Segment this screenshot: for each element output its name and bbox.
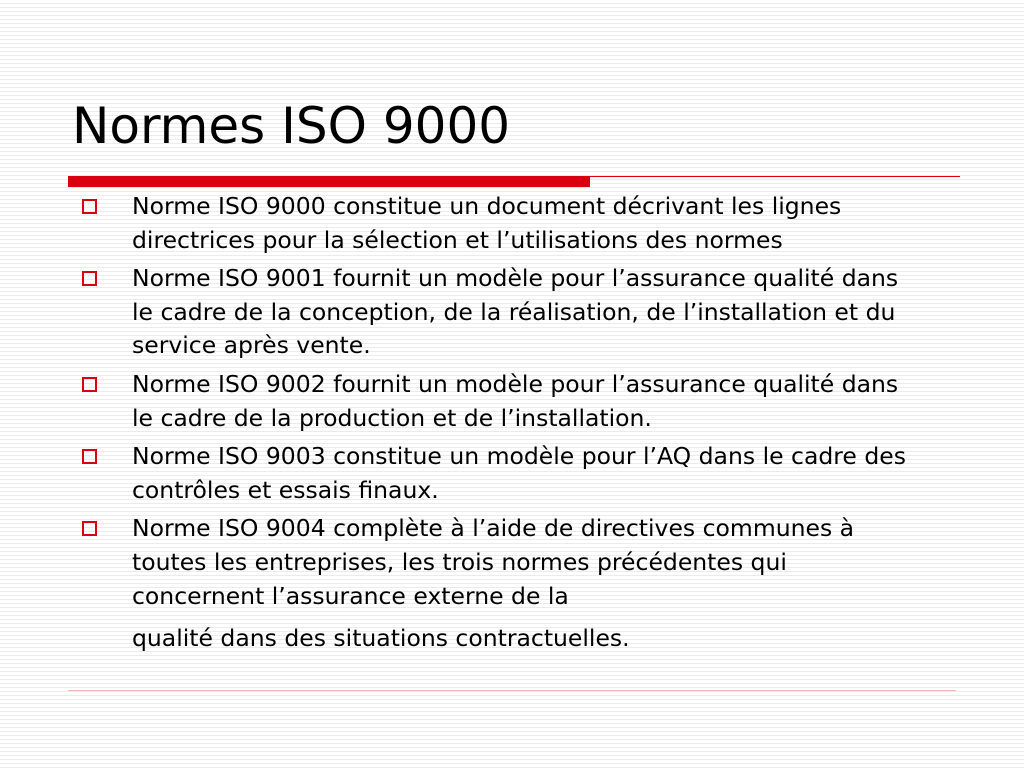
bullet-text: Norme ISO 9004 complète à l’aide de directives communes à toutes les entreprises, les trois normes précédentes qui concernent l’assurance externe de la [132,514,855,610]
bullet-item [0,190,922,257]
hollow-square-icon [82,199,97,214]
footer-divider [68,690,956,691]
hollow-square-icon [82,521,97,536]
bullet-item [0,440,922,507]
title-underline-thick [68,176,590,187]
hollow-square-icon [82,271,97,286]
bullet-item [0,512,922,655]
bullet-text: Norme ISO 9002 fournit un modèle pour l’assurance qualité dans le cadre de la production et de l’installation. [132,369,899,432]
title-underline-thin [590,176,960,177]
bullet-text: Norme ISO 9003 constitue un modèle pour l’AQ dans le cadre des contrôles et essais finaux. [132,442,906,504]
hollow-square-icon [82,377,97,392]
bullet-text-continued: qualité dans des situations contractuelles. [132,624,630,653]
bullet-item [0,262,922,363]
bullet-item [0,368,922,435]
bullet-list [0,190,1024,661]
hollow-square-icon [82,449,97,464]
bullet-text: Norme ISO 9001 fournit un modèle pour l’assurance qualité dans le cadre de la conception, de la réalisation, de l’installation et du service après vente. [132,264,899,360]
bullet-text: Norme ISO 9000 constitue un document décrivant les lignes directrices pour la sélection et l’utilisations des normes [132,192,842,254]
slide-title: Normes ISO 9000 [72,97,511,155]
